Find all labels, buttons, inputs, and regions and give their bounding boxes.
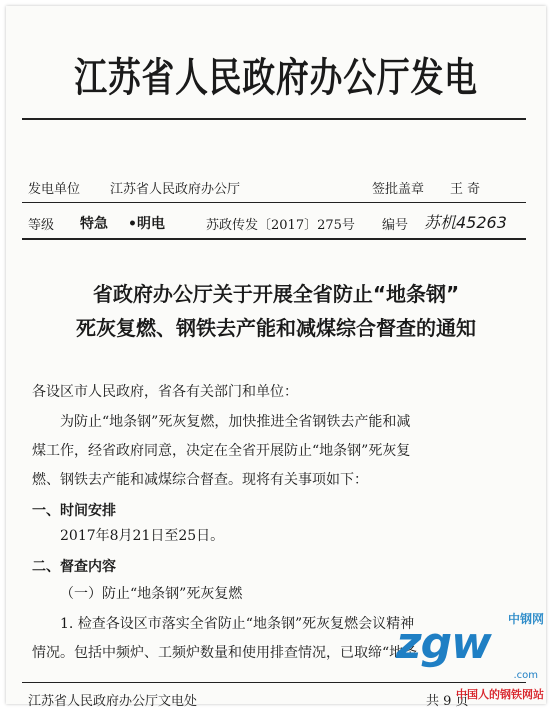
sender-value: 江苏省人民政府办公厅	[110, 182, 241, 197]
meta-divider-bottom	[22, 238, 526, 240]
transmission-mode: •明电	[128, 216, 165, 232]
footer-office: 江苏省人民政府办公厅文电处	[28, 694, 198, 709]
signer-value: 王 奇	[450, 182, 481, 197]
section-heading-2: 二、督查内容	[32, 559, 116, 575]
sender-label: 发电单位	[28, 182, 81, 197]
watermark-domain: .com	[513, 670, 538, 681]
doc-number: 苏政传发〔2017〕275号	[206, 218, 355, 233]
watermark-mini-label: 中钢网	[507, 612, 544, 626]
doc-title-line-1: 省政府办公厅关于开展全省防止“地条钢”	[92, 282, 460, 306]
item-1-line-1: 1. 检查各设区市落实全省防止“地条钢”死灰复燃会议精神	[60, 616, 415, 632]
masthead: 江苏省人民政府办公厅发电	[74, 54, 478, 101]
level-label: 等级	[28, 218, 55, 233]
level-value: 特急	[80, 216, 108, 232]
masthead-rule	[22, 118, 526, 120]
signer-label: 签批盖章	[372, 182, 425, 197]
paragraph-1-line-3: 燃、钢铁去产能和减煤综合督查。现将有关事项如下：	[32, 472, 368, 488]
salutation: 各设区市人民政府，省各有关部门和单位：	[32, 384, 298, 400]
watermark-logo: zgw	[396, 618, 491, 669]
footer-page-count: 共 9 页	[426, 694, 469, 709]
section-heading-1: 一、时间安排	[32, 503, 116, 519]
item-1-line-2: 情况。包括中频炉、工频炉数量和使用排查情况，已取缔“地条	[32, 645, 418, 661]
serial-handwritten: 苏机45263	[424, 213, 507, 232]
paragraph-1-line-2: 煤工作，经省政府同意，决定在全省开展防止“地条钢”死灰复	[32, 443, 411, 459]
meta-divider-top	[22, 202, 526, 203]
paragraph-1-line-1: 为防止“地条钢”死灰复燃，加快推进全省钢铁去产能和减	[60, 414, 411, 430]
serial-label: 编号	[382, 218, 409, 233]
document-page	[6, 6, 546, 709]
schedule-dates: 2017年8月21日至25日。	[60, 528, 225, 544]
subsection-1: （一）防止“地条钢”死灰复燃	[60, 586, 243, 602]
site-watermark	[396, 608, 546, 706]
watermark-caption: 中国人的钢铁网站	[456, 688, 544, 701]
doc-title-line-2: 死灰复燃、钢铁去产能和减煤综合督查的通知	[76, 316, 476, 340]
